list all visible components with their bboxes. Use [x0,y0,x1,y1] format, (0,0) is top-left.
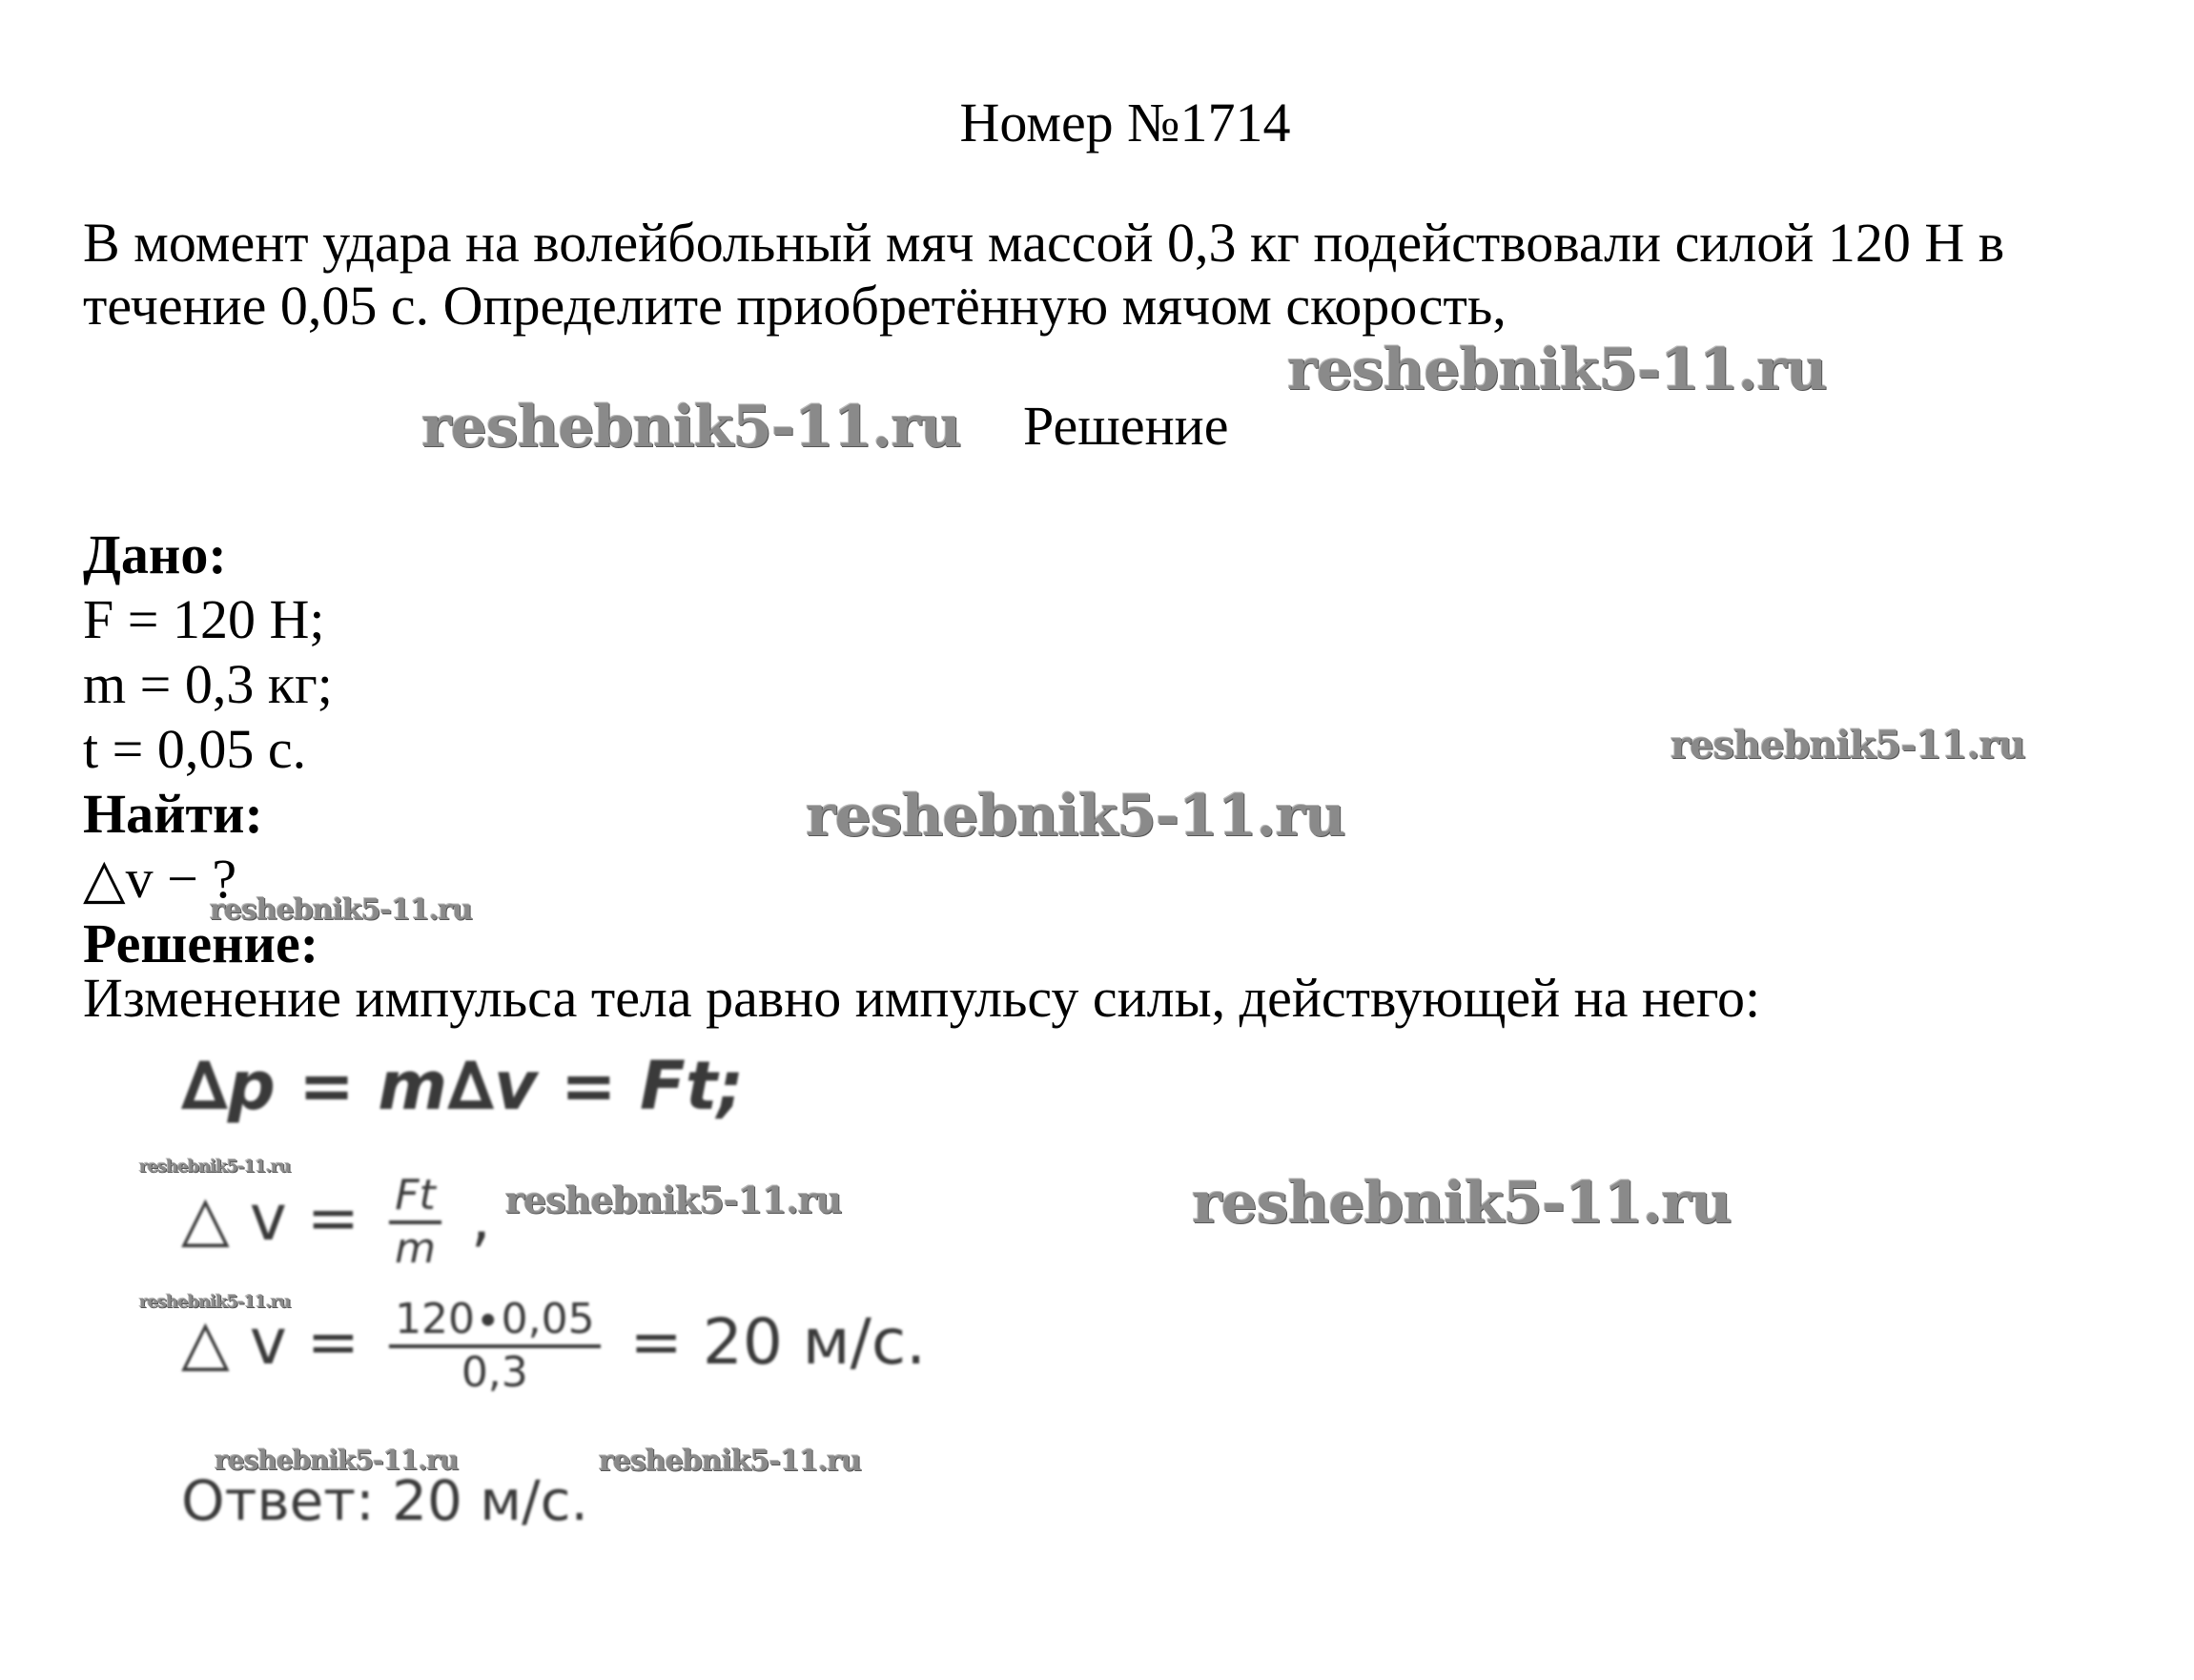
page-title: Номер №1714 [959,92,1291,154]
watermark: reshebnik5-11.ru [1192,1170,1732,1237]
fraction-denominator: m [395,1224,436,1273]
given-time: t = 0,05 с. [83,718,307,780]
fraction-numerator: Ft [395,1171,436,1219]
formula-velocity-tail: , [470,1181,491,1256]
watermark: reshebnik5-11.ru [1671,723,2025,768]
formula-numeric-result: = 20 м/с. [629,1305,927,1380]
numeric-denominator: 0,3 [461,1348,528,1397]
solution-explanation: Изменение импульса тела равно импульсу силы, действующей на него: [83,967,1761,1029]
answer: Ответ: 20 м/с. [181,1468,588,1533]
watermark: reshebnik5-11.ru [806,783,1345,850]
watermark: reshebnik5-11.ru [421,394,961,461]
given-mass: m = 0,3 кг; [83,653,333,715]
watermark: reshebnik5-11.ru [210,893,472,927]
formula-numeric-left: △ v = [181,1305,360,1380]
given-force: F = 120 Н; [83,588,325,650]
solution-heading: Решение: [83,912,319,974]
numeric-numerator: 120∙0,05 [395,1295,595,1343]
find-heading: Найти: [83,783,263,845]
formula-velocity-symbolic [181,1171,491,1285]
formula-fraction [389,1171,441,1274]
watermark: reshebnik5-11.ru [1287,337,1827,403]
find-item: △v − ? [83,848,237,910]
watermark: reshebnik5-11.ru [215,1444,459,1476]
formula-velocity-numeric [181,1295,926,1428]
formula-velocity-left: △ v = [181,1181,360,1256]
formula-momentum [181,1047,744,1125]
watermark: reshebnik5-11.ru [599,1444,861,1478]
watermark: reshebnik5-11.ru [505,1178,842,1221]
problem-statement: В момент удара на волейбольный мяч массой 0,3 кг подействовали силой 120 Н в течение 0,05 с. Определите приобретённую мячом скорость, [83,212,2005,337]
formula-momentum-text: ∆p = m∆v = Ft; [181,1047,745,1125]
formula-numeric-fraction [389,1295,601,1398]
watermark: reshebnik5-11.ru [139,1292,291,1312]
solution-heading-center: Решение [1023,395,1229,457]
given-heading: Дано: [83,523,227,585]
watermark: reshebnik5-11.ru [139,1157,291,1177]
